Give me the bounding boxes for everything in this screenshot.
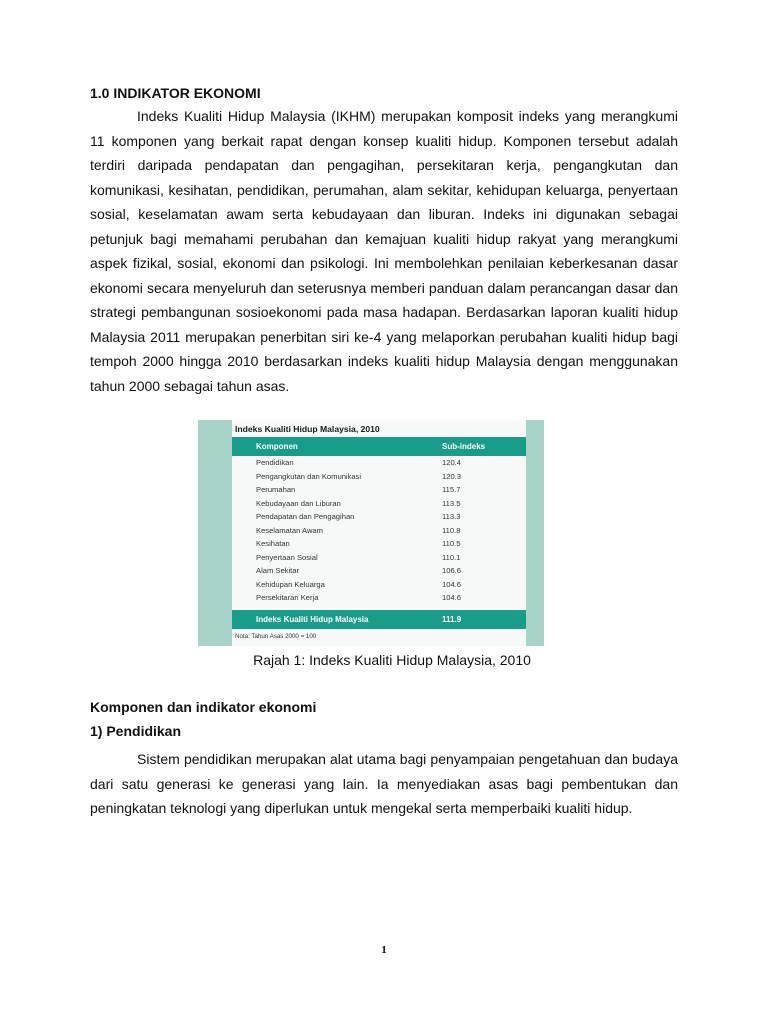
figure-ikhm-table	[198, 420, 544, 646]
component-cell: Pendidikan	[256, 458, 294, 467]
item-heading: 1) Pendidikan	[90, 723, 182, 739]
table-title: Indeks Kualiti Hidup Malaysia, 2010	[235, 424, 380, 434]
subsection-heading: Komponen dan indikator ekonomi	[90, 699, 317, 715]
component-cell: Alam Sekitar	[256, 566, 300, 575]
subindex-cell: 106.6	[442, 566, 462, 575]
component-cell: Persekitaran Kerja	[256, 593, 319, 602]
table-row	[232, 537, 526, 551]
subindex-cell: 113.5	[442, 498, 461, 508]
component-cell: Pengangkutan dan Komunikasi	[256, 471, 362, 481]
column-header-component: Komponen	[256, 442, 298, 451]
table-note: Nota: Tahun Asas 2000 = 100	[235, 633, 317, 640]
table-row	[232, 497, 526, 511]
intro-paragraph: Indeks Kualiti Hidup Malaysia (IKHM) merupakan komposit indeks yang merangkumi 11 komponen yang berkait rapat dengan konsep kualiti hidup. Komponen tersebut adalah terdiri daripada pendapatan dan pengagihan, persekitaran kerja, pengangkutan dan komunikasi, kesihatan, pendidikan, perumahan, alam sekitar, kehidupan keluarga, penyertaan sosial, keselamatan awam serta kebudayaan dan liburan. Indeks ini digunakan sebagai petunjuk bagi memahami perubahan dan kemajuan kualiti hidup rakyat yang merangkumi aspek fizikal, sosial, ekonomi dan psikologi. Ini membolehkan penilaian keberkesanan dasar ekonomi secara menyeluruh dan seterusnya memberi panduan dalam perancangan dasar dan strategi pembangunan sosioekonomi pada masa hadapan. Berdasarkan laporan kualiti hidup Malaysia 2011 merupakan penerbitan siri ke-4 yang melaporkan perubahan kualiti hidup bagi tempoh 2000 hingga 2010 berdasarkan indeks kualiti hidup Malaysia dengan menggunakan tahun 2000 sebagai tahun asas.	[90, 108, 678, 394]
component-cell: Kehidupan Keluarga	[256, 579, 325, 589]
table-row	[232, 578, 526, 592]
section-heading: 1.0 INDIKATOR EKONOMI	[90, 85, 261, 101]
table-row	[232, 551, 526, 565]
figure-caption: Rajah 1: Indeks Kualiti Hidup Malaysia, 2010	[253, 652, 531, 668]
column-header-subindex: Sub-indeks	[442, 442, 486, 451]
page-number: 1	[381, 944, 387, 956]
table-row	[232, 456, 526, 470]
total-label: Indeks Kualiti Hidup Malaysia	[256, 615, 369, 624]
total-value: 111.9	[442, 615, 462, 624]
subindex-cell: 120.3	[442, 471, 462, 481]
table-body	[232, 456, 526, 605]
component-cell: Keselamatan Awam	[256, 525, 323, 535]
subindex-cell: 115.7	[442, 485, 461, 494]
subindex-cell: 113.3	[442, 512, 461, 521]
table-row	[232, 591, 526, 605]
component-cell: Pendapatan dan Pengagihan	[256, 512, 355, 521]
subindex-cell: 110.5	[442, 539, 461, 548]
table-row	[232, 564, 526, 578]
subindex-cell: 104.6	[442, 579, 462, 589]
component-cell: Perumahan	[256, 485, 296, 494]
table-row	[232, 524, 526, 538]
table-row	[232, 510, 526, 524]
subindex-cell: 104.6	[442, 593, 462, 602]
component-cell: Penyertaan Sosial	[256, 552, 318, 562]
component-cell: Kesihatan	[256, 539, 290, 548]
table-header	[232, 437, 526, 456]
table-row	[232, 483, 526, 497]
table-total-row	[232, 610, 526, 629]
subindex-cell: 110.8	[442, 525, 461, 535]
subindex-cell: 120.4	[442, 458, 462, 467]
table-row	[232, 470, 526, 484]
subindex-table	[232, 420, 526, 646]
pendidikan-paragraph: Sistem pendidikan merupakan alat utama bagi penyampaian pengetahuan dan budaya dari satu generasi ke generasi yang lain. Ia menyediakan asas bagi pembentukan dan peningkatan teknologi yang diperlukan untuk mengekal serta memperbaiki kualiti hidup.	[90, 751, 678, 816]
component-cell: Kebudayaan dan Liburan	[256, 498, 341, 508]
subindex-cell: 110.1	[442, 552, 461, 562]
